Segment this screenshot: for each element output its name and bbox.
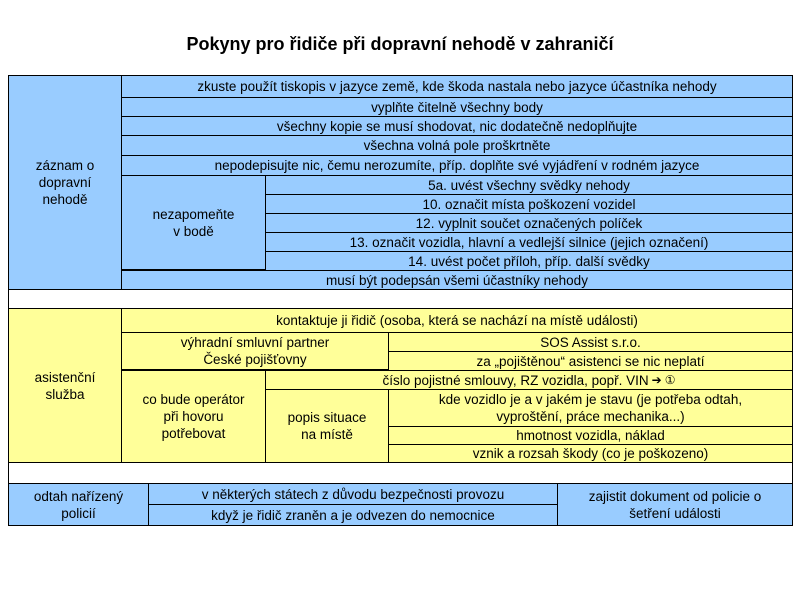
section2-operator-label: co bude operátor při hovoru potřebovat (121, 370, 266, 463)
section3-row: když je řidič zraněn a je odvezen do nemocnice (148, 504, 558, 526)
section1-row: nepodepisujte nic, čemu nerozumíte, příp. doplňte své vyjádření v rodném jazyce (121, 155, 793, 176)
section-spacer (8, 289, 793, 309)
section2-situation-row: hmotnost vozidla, náklad (388, 426, 793, 445)
section1-subrow: 5a. uvést všechny svědky nehody (265, 175, 793, 195)
section2-contact: kontaktuje ji řidič (osoba, která se nachází na místě události) (121, 308, 793, 333)
section2-label: asistenční služba (8, 308, 122, 463)
section2-partner-label: výhradní smluvní partner České pojišťovny (121, 332, 389, 370)
circled-one-icon: ① (664, 372, 676, 387)
section1-subrow: 13. označit vozidla, hlavní a vedlejší silnice (jejich označení) (265, 232, 793, 252)
section2-situation-label: popis situace na místě (265, 389, 389, 463)
section2-policy-row (265, 370, 793, 390)
section1-subrow: 14. uvést počet příloh, příp. další svědky (265, 251, 793, 271)
section1-row: všechny kopie se musí shodovat, nic dodatečně nedoplňujte (121, 116, 793, 136)
section2-policy-text: číslo pojistné smlouvy, RZ vozidla, popř. VIN (382, 372, 649, 388)
section3-right: zajistit dokument od policie o šetření události (557, 483, 793, 526)
section2-situation-row: vznik a rozsah škody (co je poškozeno) (388, 444, 793, 463)
section1-sublabel: nezapomeňte v bodě (121, 175, 266, 270)
section3-label: odtah nařízený policií (8, 483, 149, 526)
section1-row: vyplňte čitelně všechny body (121, 97, 793, 117)
arrow-right-icon: ➔ (651, 372, 662, 387)
section1-subrow: 12. vyplnit součet označených políček (265, 213, 793, 233)
section1-row: zkuste použít tiskopis v jazyce země, kde škoda nastala nebo jazyce účastníka nehody (121, 75, 793, 98)
section1-last-row: musí být podepsán všemi účastníky nehody (121, 270, 793, 290)
section2-partner-note: za „pojištěnou“ asistenci se nic neplatí (388, 351, 793, 371)
section2-situation-row: kde vozidlo je a v jakém je stavu (je potřeba odtah, vyproštění, práce mechanika...) (388, 389, 793, 427)
section2-partner-name: SOS Assist s.r.o. (388, 332, 793, 352)
page-title: Pokyny pro řidiče při dopravní nehodě v zahraničí (186, 34, 614, 54)
section-spacer (8, 462, 793, 484)
section1-subrow: 10. označit místa poškození vozidel (265, 194, 793, 214)
section3-row: v některých státech z důvodu bezpečnosti provozu (148, 483, 558, 505)
section1-label: záznam o dopravní nehodě (8, 75, 122, 290)
section1-row: všechna volná pole proškrtněte (121, 135, 793, 156)
